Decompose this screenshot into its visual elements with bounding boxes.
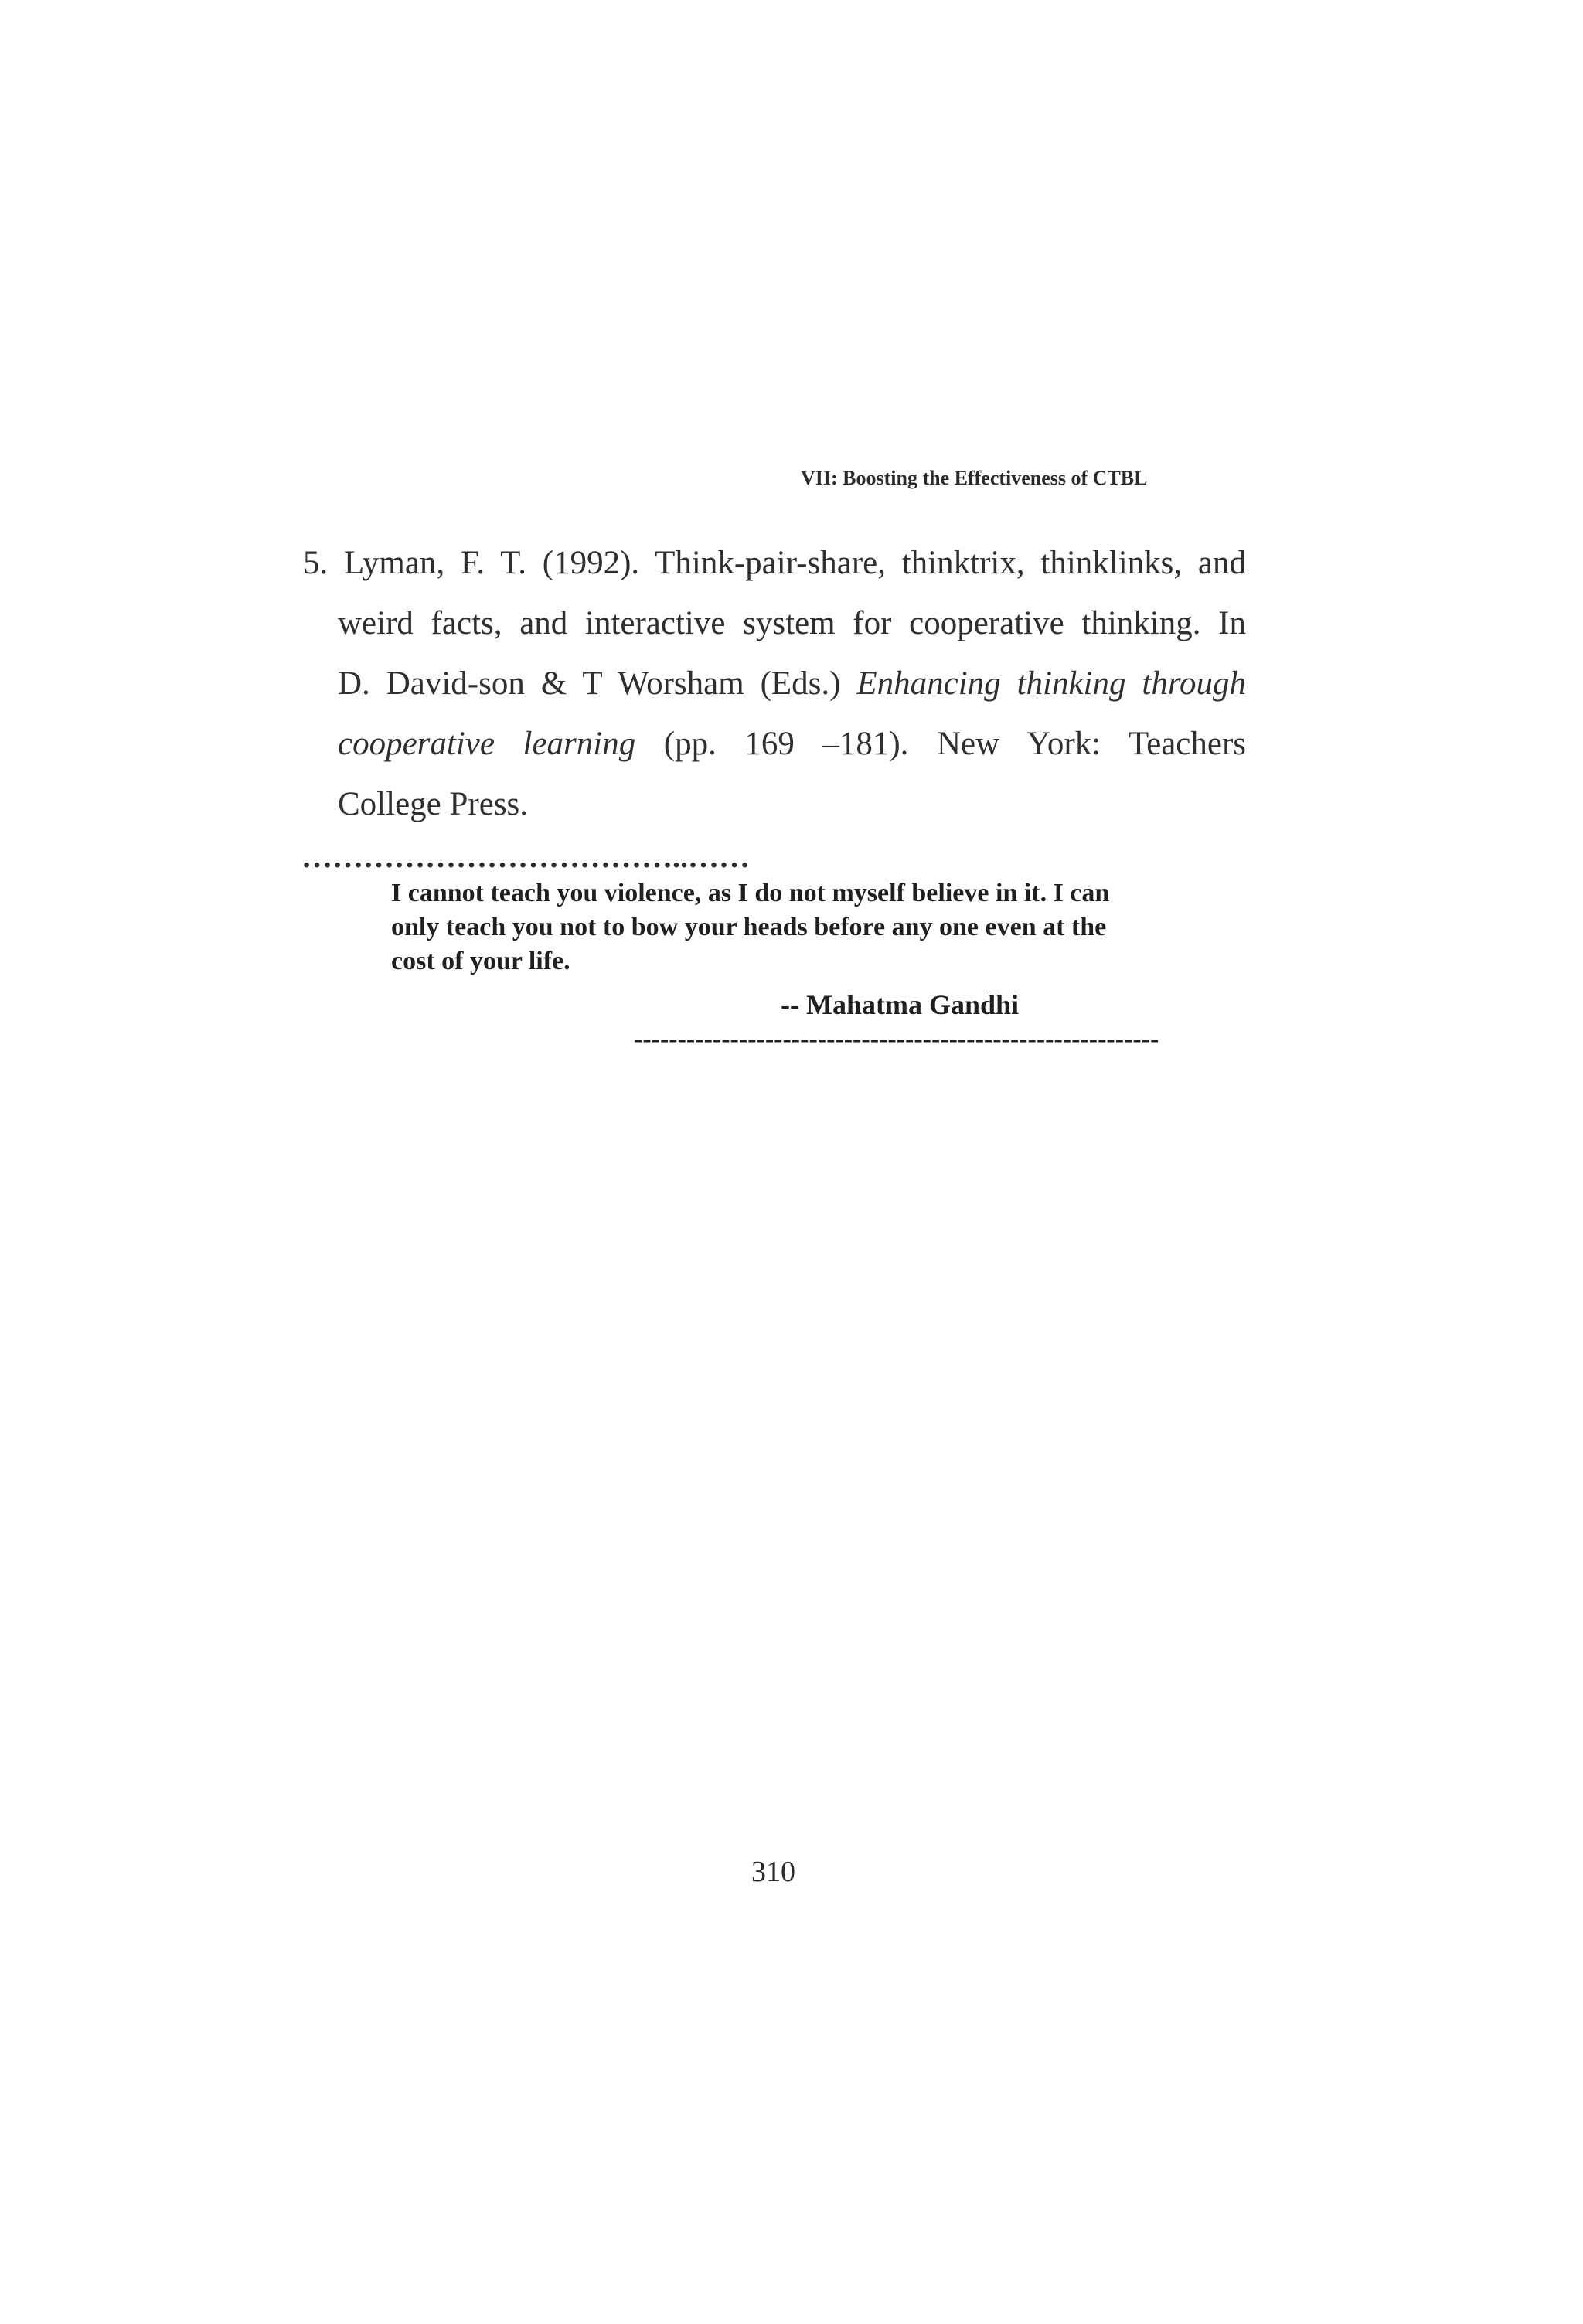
- reference-pages-publisher: (pp. 169 –181). New York: Teachers: [635, 726, 1246, 762]
- quote-attribution: -- Mahatma Gandhi: [781, 989, 1020, 1020]
- reference-line-4: [303, 714, 1246, 774]
- reference-entry: [303, 533, 1246, 835]
- reference-book-title-part-1: Enhancing thinking through: [856, 665, 1246, 702]
- reference-line-2: weird facts, and interactive system for cooperative thinking. In: [338, 605, 1246, 641]
- reference-editors: D. David-son & T Worsham (Eds.): [338, 665, 857, 702]
- dotted-separator: ………………………………..……: [301, 839, 750, 874]
- page-number: 310: [751, 1856, 795, 1888]
- quote-line-3: cost of your life.: [391, 947, 570, 975]
- reference-line-1: 5. Lyman, F. T. (1992). Think-pair-share, thinktrix, thinklinks, and: [303, 545, 1246, 581]
- running-header: VII: Boosting the Effectiveness of CTBL: [801, 467, 1148, 489]
- quote-line-2: only teach you not to bow your heads before any one even at the: [391, 913, 1107, 941]
- dashed-rule: ------------------------------------------------------------: [634, 1025, 1159, 1053]
- reference-book-title-part-2: cooperative learning: [338, 726, 636, 762]
- reference-line-5: College Press.: [338, 786, 529, 822]
- quote-line-1: I cannot teach you violence, as I do not myself believe in it. I can: [391, 879, 1110, 907]
- reference-line-3: [303, 654, 1246, 714]
- quote-block: [391, 876, 1109, 978]
